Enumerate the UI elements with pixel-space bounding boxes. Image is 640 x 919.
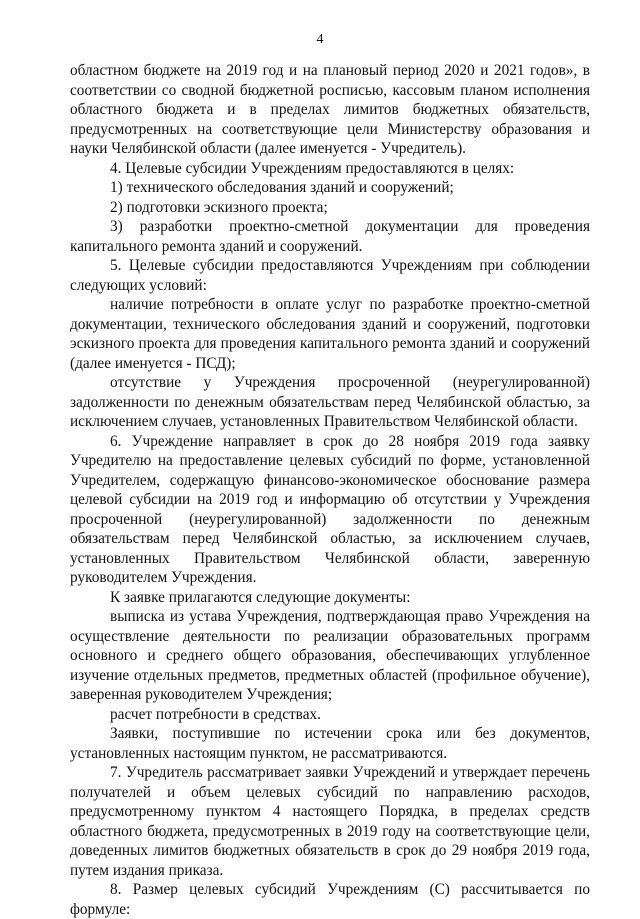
text-line: 1) технического обследования зданий и сооружений; xyxy=(70,178,590,198)
text-line: изучение отдельных предметов, предметных областей (профильное обучение), xyxy=(70,666,590,686)
text-line: руководителем Учреждения. xyxy=(70,568,590,588)
text-line: формуле: xyxy=(70,900,590,919)
text-line: наличие потребности в оплате услуг по разработке проектно-сметной xyxy=(70,295,590,315)
text-line: науки Челябинской области (далее именуется - Учредитель). xyxy=(70,139,590,159)
text-line: задолженности по денежным обязательствам перед Челябинской областью, за xyxy=(70,393,590,413)
text-line: Заявки, поступившие по истечении срока или без документов, xyxy=(70,724,590,744)
text-line: обязательствам перед Челябинской областью, за исключением случаев, xyxy=(70,529,590,549)
text-line: 4. Целевые субсидии Учреждениям предоставляются в целях: xyxy=(70,159,590,179)
text-line: предусмотренных на соответствующие цели Министерству образования и xyxy=(70,120,590,140)
text-line: Учредителю на предоставление целевых субсидий по форме, установленной xyxy=(70,451,590,471)
text-line: документации, технического обследования зданий и сооружений, подготовки xyxy=(70,315,590,335)
text-line: 3) разработки проектно-сметной документации для проведения xyxy=(70,217,590,237)
text-line: областного бюджета и в пределах лимитов бюджетных обязательств, xyxy=(70,100,590,120)
text-line: доведенных лимитов бюджетных обязательств в срок до 29 ноября 2019 года, xyxy=(70,841,590,861)
text-line: выписка из устава Учреждения, подтверждающая право Учреждения на xyxy=(70,607,590,627)
text-line: основного и среднего общего образования, обеспечивающих углубленное xyxy=(70,646,590,666)
text-line: 5. Целевые субсидии предоставляются Учреждениям при соблюдении xyxy=(70,256,590,276)
text-line: 6. Учреждение направляет в срок до 28 ноября 2019 года заявку xyxy=(70,432,590,452)
text-line: Учредителем, содержащую финансово-экономическое обоснование размера xyxy=(70,471,590,491)
text-line: областного бюджета, предусмотренных в 2019 году на соответствующие цели, xyxy=(70,822,590,842)
text-line: соответствии со сводной бюджетной росписью, кассовым планом исполнения xyxy=(70,81,590,101)
text-line: установленных Правительством Челябинской области, заверенную xyxy=(70,549,590,569)
text-line: эскизного проекта для проведения капитального ремонта зданий и сооружений xyxy=(70,334,590,354)
text-line: следующих условий: xyxy=(70,276,590,296)
text-line: установленных настоящим пунктом, не рассматриваются. xyxy=(70,744,590,764)
text-line: 8. Размер целевых субсидий Учреждениям (С) рассчитывается по xyxy=(70,880,590,900)
text-line: исключением случаев, установленных Правительством Челябинской области. xyxy=(70,412,590,432)
text-line: путем издания приказа. xyxy=(70,861,590,881)
text-line: 2) подготовки эскизного проекта; xyxy=(70,198,590,218)
text-line: отсутствие у Учреждения просроченной (неурегулированной) xyxy=(70,373,590,393)
text-line: осуществление деятельности по реализации образовательных программ xyxy=(70,627,590,647)
page-number: 4 xyxy=(0,32,640,48)
text-line: К заявке прилагаются следующие документы: xyxy=(70,588,590,608)
text-line: 7. Учредитель рассматривает заявки Учреждений и утверждает перечень xyxy=(70,763,590,783)
text-line: областном бюджете на 2019 год и на плановый период 2020 и 2021 годов», в xyxy=(70,61,590,81)
text-line: целевой субсидии на 2019 год и информацию об отсутствии у Учреждения xyxy=(70,490,590,510)
text-line: предусмотренному пунктом 4 настоящего Порядка, в пределах средств xyxy=(70,802,590,822)
text-line: (далее именуется - ПСД); xyxy=(70,354,590,374)
text-line: расчет потребности в средствах. xyxy=(70,705,590,725)
text-line: просроченной (неурегулированной) задолженности по денежным xyxy=(70,510,590,530)
text-line: получателей и объем целевых субсидий по направлению расходов, xyxy=(70,783,590,803)
text-line: заверенная руководителем Учреждения; xyxy=(70,685,590,705)
document-body xyxy=(70,61,590,919)
text-line: капитального ремонта зданий и сооружений. xyxy=(70,237,590,257)
